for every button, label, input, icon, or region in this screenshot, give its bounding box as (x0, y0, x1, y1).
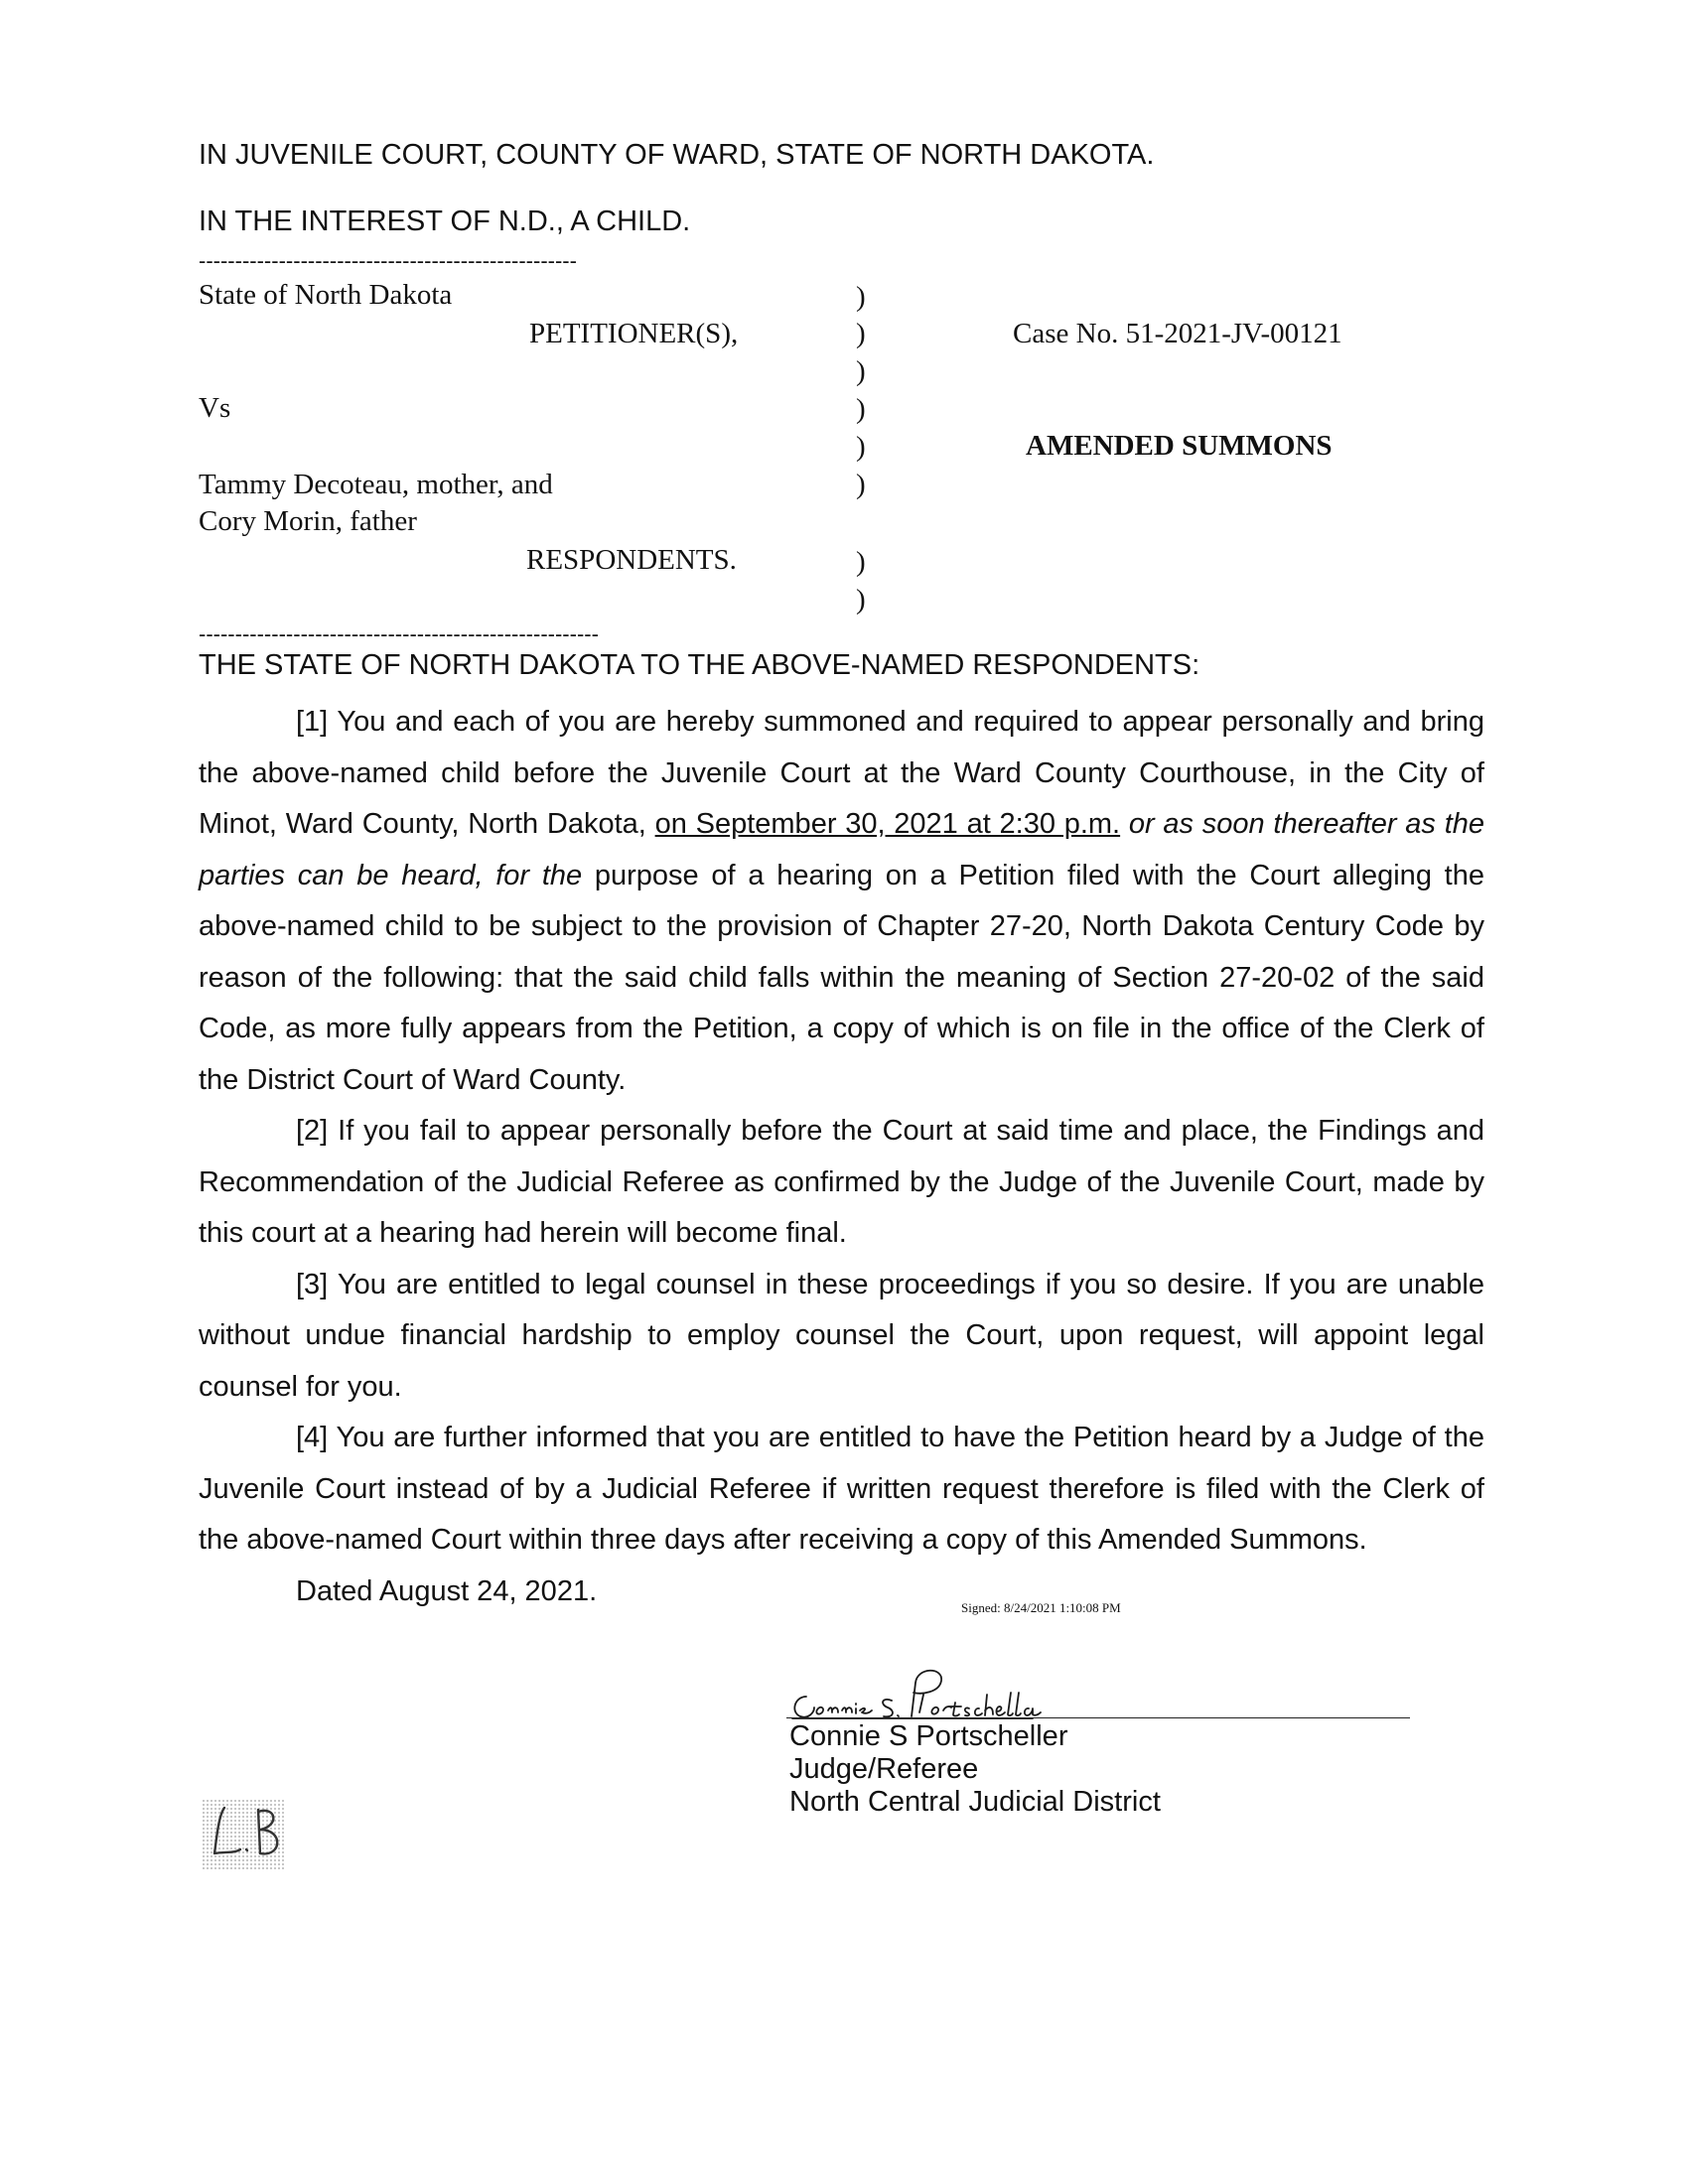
caption-paren: ) (856, 393, 866, 425)
paragraph-3: [3] You are entitled to legal counsel in these proceedings if you so desire. If you are unable without undue financial hardship to employ counsel the Court, upon request, will appoint legal counsel for you. (199, 1268, 1484, 1403)
document-title: AMENDED SUMMONS (1026, 430, 1333, 462)
initials-stamp (195, 1792, 294, 1876)
handwritten-signature (784, 1653, 1102, 1727)
interest-heading: IN THE INTEREST OF N.D., A CHILD. (199, 205, 691, 237)
caption-paren: ) (856, 469, 866, 500)
signature-block (789, 1720, 1161, 1819)
versus-label: Vs (199, 392, 231, 424)
paragraph-1 (199, 697, 1484, 1106)
signer-name: Connie S Portscheller (789, 1720, 1068, 1752)
paragraph-1-text: [1] You and each of you are hereby summoned and required to appear personally and bring the above-named child before the Juvenile Court at the Ward County Courthouse, in the City of Minot, Ward County, North Dakota, (199, 706, 1484, 840)
signed-timestamp: Signed: 8/24/2021 1:10:08 PM (961, 1600, 1121, 1615)
caption-paren: ) (856, 281, 866, 313)
caption-paren: ) (856, 584, 866, 615)
petitioner-name: State of North Dakota (199, 279, 453, 311)
paragraph-4: [4] You are further informed that you are entitled to have the Petition heard by a Judge of the Juvenile Court instead of by a Judicial Referee if written request therefore is filed with the Clerk of the above-named Court within three days after receiving a copy of this Amended Summons. (199, 1422, 1484, 1556)
signer-title: Judge/Referee (789, 1753, 979, 1785)
caption-divider-top: ---------------------------------------------------- (199, 248, 577, 273)
caption-paren: ) (856, 431, 866, 463)
caption-paren: ) (856, 355, 866, 387)
respondent-role: RESPONDENTS. (526, 544, 737, 576)
signature-line (786, 1717, 1410, 1718)
dated-line: Dated August 24, 2021. (296, 1574, 598, 1607)
hearing-date: on September 30, 2021 at 2:30 p.m. (654, 808, 1121, 840)
caption-paren: ) (856, 546, 866, 578)
address-line: THE STATE OF NORTH DAKOTA TO THE ABOVE-NAMED RESPONDENTS: (199, 649, 1200, 681)
caption-divider-bottom: ------------------------------------------------------- (199, 621, 599, 646)
case-number: Case No. 51-2021-JV-00121 (1013, 318, 1342, 349)
respondent-line-1: Tammy Decoteau, mother, and (199, 469, 553, 500)
court-heading: IN JUVENILE COURT, COUNTY OF WARD, STATE OF NORTH DAKOTA. (199, 139, 1155, 171)
petitioner-role: PETITIONER(S), (529, 318, 739, 349)
paragraph-2: [2] If you fail to appear personally before the Court at said time and place, the Findings and Recommendation of the Judicial Referee as confirmed by the Judge of the Juvenile Court, made by this court at a hearing had herein will become final. (199, 1115, 1484, 1249)
paragraph-1-text-cont: purpose of a hearing on a Petition filed with the Court alleging the above-named child to be subject to the provision of Chapter 27-20, North Dakota Century Code by reason of the following: that the said child falls within the meaning of Section 27-20-02 of the said Code, as more fully appears from the Petition, a copy of which is on file in the office of the Clerk of the District Court of Ward County. (199, 859, 1484, 1096)
respondent-line-2: Cory Morin, father (199, 505, 417, 537)
paragraph-1-italic: or as soon thereafter as the parties can be heard, for the (199, 808, 1485, 891)
summons-body (199, 697, 1484, 1617)
signer-district: North Central Judicial District (789, 1786, 1161, 1818)
caption-paren: ) (856, 318, 866, 349)
